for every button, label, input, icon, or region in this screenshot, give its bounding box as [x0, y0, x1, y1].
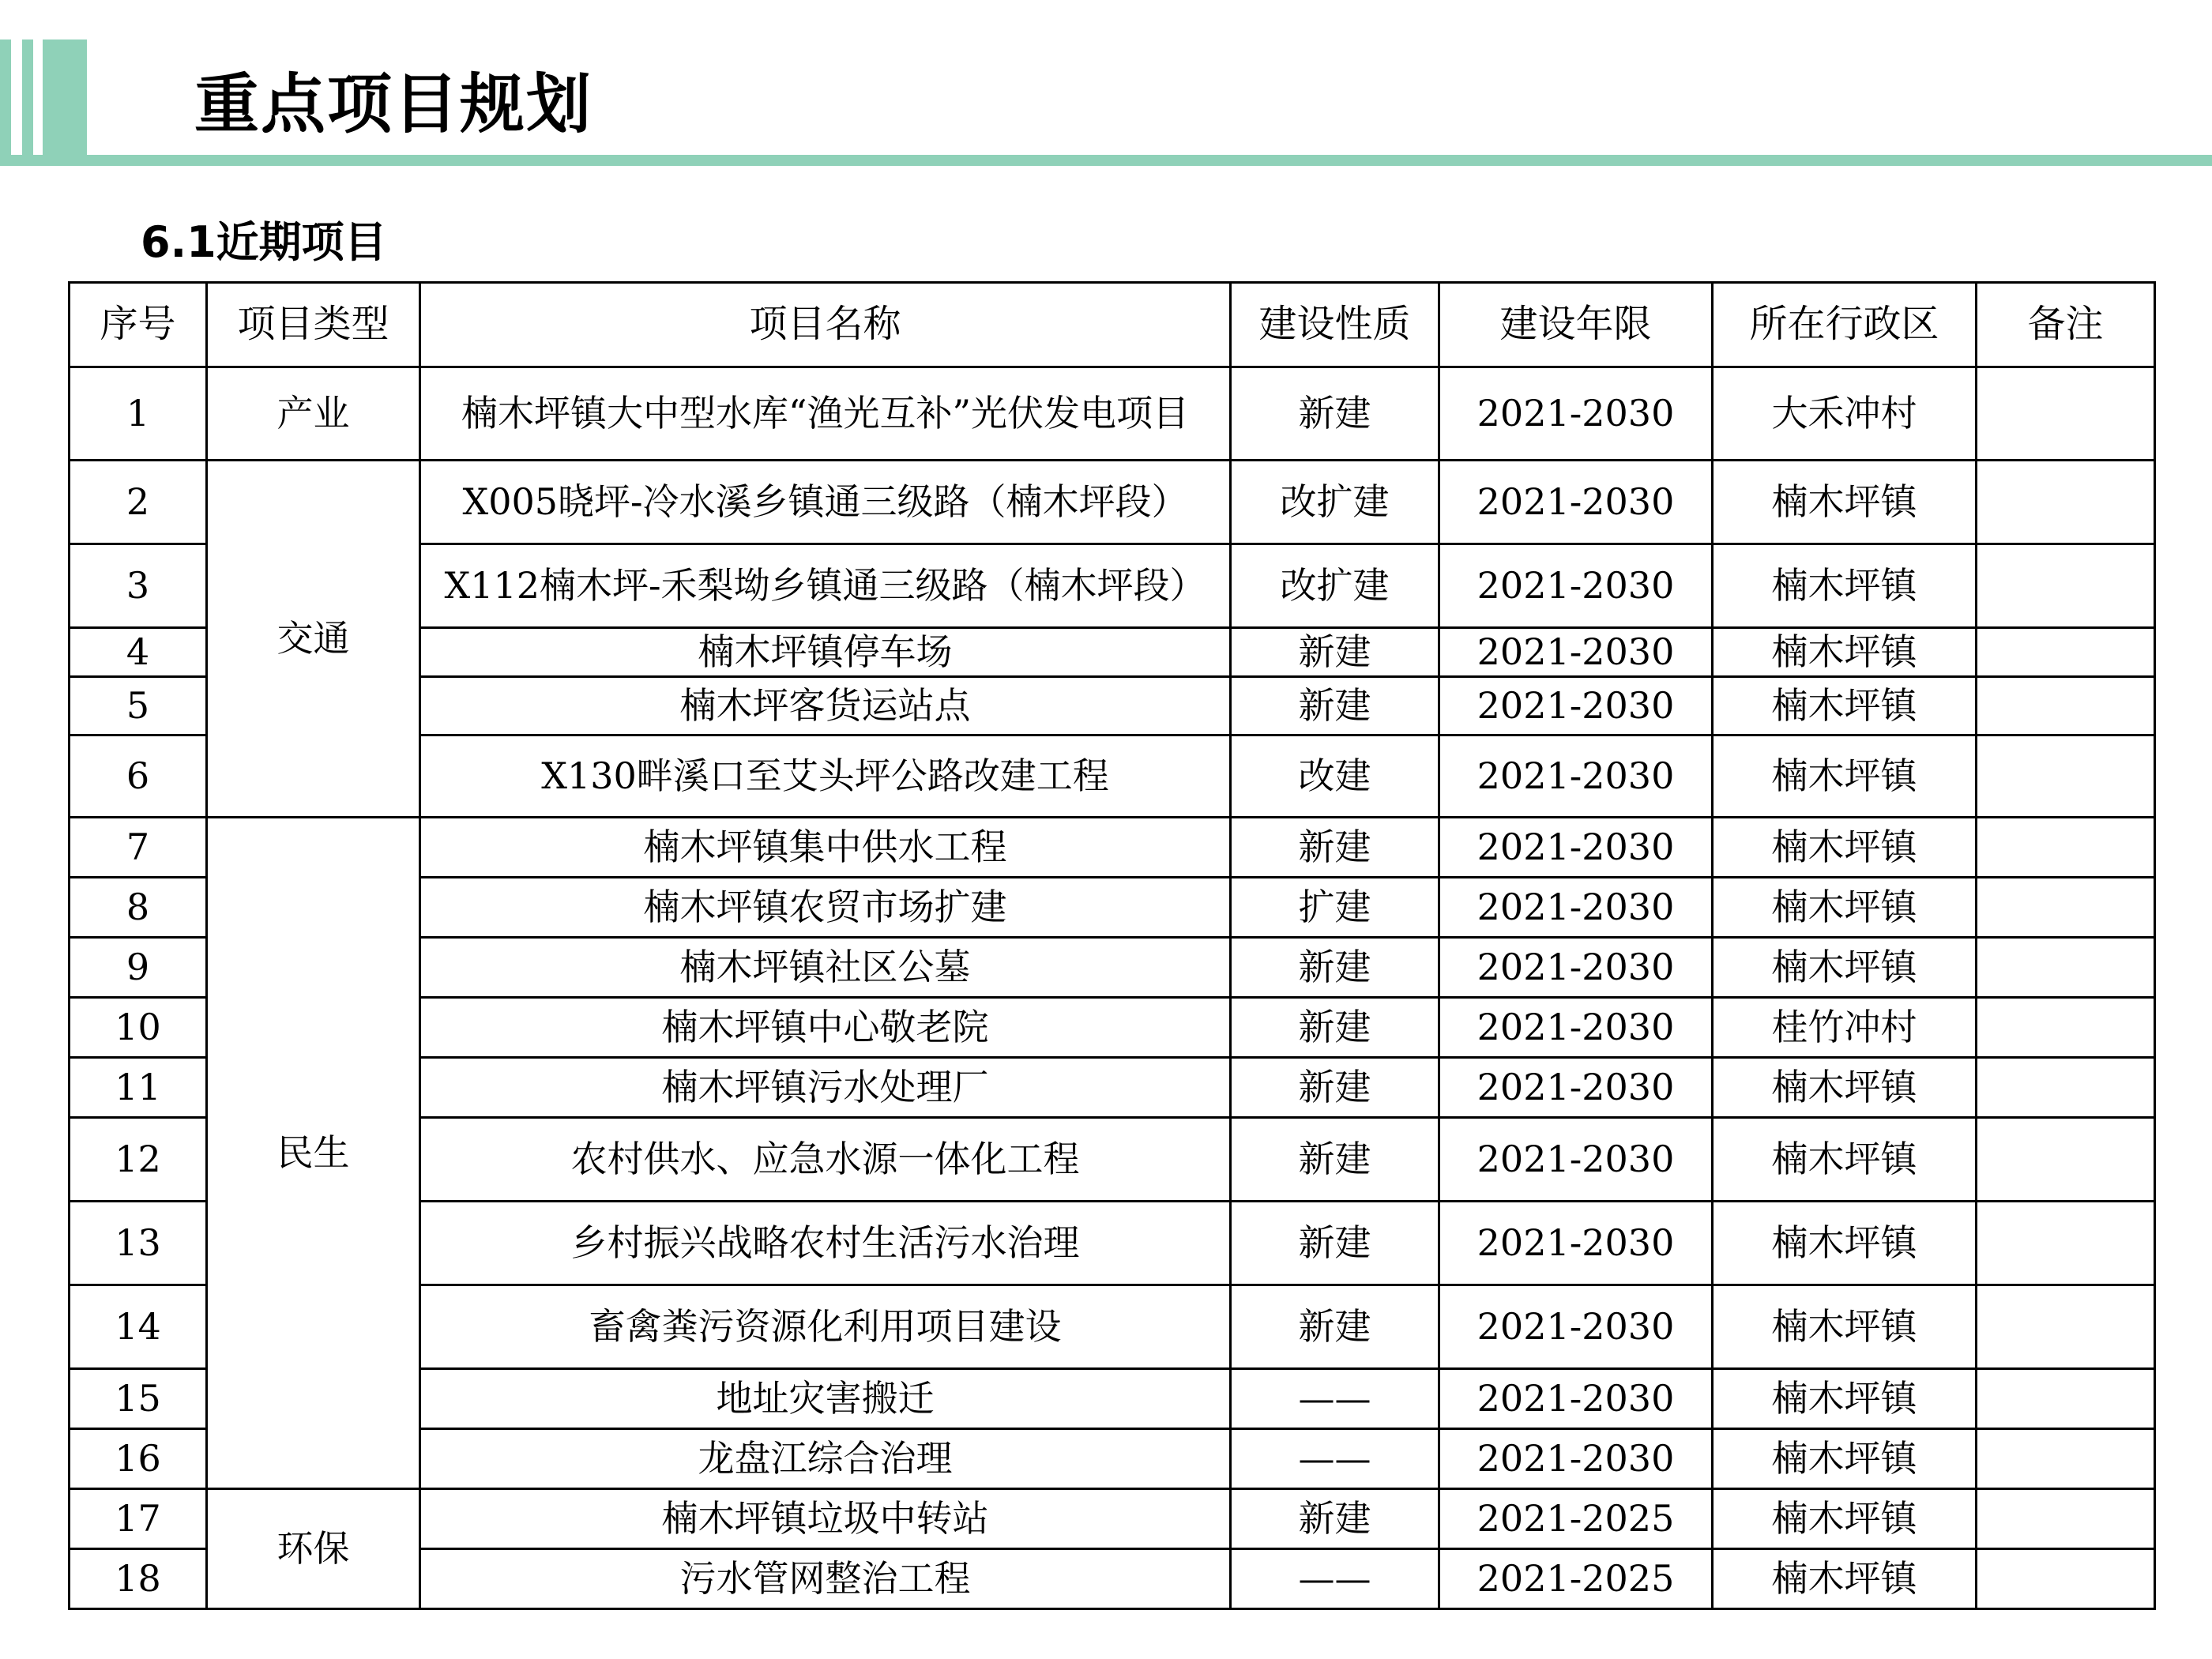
note-cell	[1977, 878, 2155, 938]
project-name-cell: 农村供水、应急水源一体化工程	[420, 1118, 1231, 1202]
project-name-cell: X130畔溪口至艾头坪公路改建工程	[420, 735, 1231, 818]
column-header: 项目类型	[207, 283, 420, 367]
table-row	[70, 1489, 2155, 1549]
header-divider-line	[0, 155, 2212, 166]
project-type-cell: 民生	[207, 818, 420, 1489]
row-number-cell: 16	[70, 1429, 207, 1489]
note-cell	[1977, 998, 2155, 1058]
project-name-cell: 楠木坪镇垃圾中转站	[420, 1489, 1231, 1549]
nature-cell: 新建	[1231, 677, 1439, 735]
district-cell: 大禾冲村	[1713, 367, 1977, 461]
project-name-cell: 污水管网整治工程	[420, 1549, 1231, 1609]
header-accent-bar	[43, 40, 87, 157]
project-name-cell: 地址灾害搬迁	[420, 1369, 1231, 1429]
row-number-cell: 2	[70, 461, 207, 544]
note-cell	[1977, 1429, 2155, 1489]
project-name-cell: 楠木坪镇停车场	[420, 628, 1231, 677]
header-accent-bar	[0, 40, 11, 157]
district-cell: 楠木坪镇	[1713, 1285, 1977, 1369]
project-name-cell: 楠木坪镇污水处理厂	[420, 1058, 1231, 1118]
note-cell	[1977, 1285, 2155, 1369]
row-number-cell: 9	[70, 938, 207, 998]
period-cell: 2021-2030	[1439, 1118, 1713, 1202]
project-name-cell: 楠木坪镇中心敬老院	[420, 998, 1231, 1058]
row-number-cell: 5	[70, 677, 207, 735]
note-cell	[1977, 461, 2155, 544]
period-cell: 2021-2030	[1439, 818, 1713, 878]
period-cell: 2021-2030	[1439, 878, 1713, 938]
project-type-cell: 产业	[207, 367, 420, 461]
period-cell: 2021-2030	[1439, 367, 1713, 461]
project-name-cell: 畜禽粪污资源化利用项目建设	[420, 1285, 1231, 1369]
row-number-cell: 3	[70, 544, 207, 628]
nature-cell: 新建	[1231, 1118, 1439, 1202]
note-cell	[1977, 1118, 2155, 1202]
header-accent-bar	[22, 40, 33, 157]
project-name-cell: 乡村振兴战略农村生活污水治理	[420, 1202, 1231, 1285]
note-cell	[1977, 544, 2155, 628]
district-cell: 楠木坪镇	[1713, 1369, 1977, 1429]
nature-cell: 改建	[1231, 735, 1439, 818]
note-cell	[1977, 1202, 2155, 1285]
nature-cell: 扩建	[1231, 878, 1439, 938]
note-cell	[1977, 818, 2155, 878]
table-row	[70, 818, 2155, 878]
period-cell: 2021-2030	[1439, 1202, 1713, 1285]
district-cell: 楠木坪镇	[1713, 878, 1977, 938]
nature-cell: 改扩建	[1231, 461, 1439, 544]
period-cell: 2021-2030	[1439, 735, 1713, 818]
district-cell: 楠木坪镇	[1713, 735, 1977, 818]
district-cell: 楠木坪镇	[1713, 1489, 1977, 1549]
row-number-cell: 15	[70, 1369, 207, 1429]
table-row	[70, 367, 2155, 461]
nature-cell: 新建	[1231, 1202, 1439, 1285]
row-number-cell: 1	[70, 367, 207, 461]
note-cell	[1977, 938, 2155, 998]
nature-cell: ——	[1231, 1549, 1439, 1609]
project-name-cell: 楠木坪客货运站点	[420, 677, 1231, 735]
period-cell: 2021-2030	[1439, 1429, 1713, 1489]
row-number-cell: 14	[70, 1285, 207, 1369]
note-cell	[1977, 367, 2155, 461]
projects-table	[68, 281, 2156, 1610]
district-cell: 楠木坪镇	[1713, 1058, 1977, 1118]
nature-cell: 新建	[1231, 818, 1439, 878]
row-number-cell: 11	[70, 1058, 207, 1118]
note-cell	[1977, 1058, 2155, 1118]
project-name-cell: 楠木坪镇大中型水库“渔光互补”光伏发电项目	[420, 367, 1231, 461]
table-header-row	[70, 283, 2155, 367]
project-name-cell: 楠木坪镇社区公墓	[420, 938, 1231, 998]
period-cell: 2021-2030	[1439, 544, 1713, 628]
district-cell: 楠木坪镇	[1713, 461, 1977, 544]
nature-cell: ——	[1231, 1369, 1439, 1429]
row-number-cell: 7	[70, 818, 207, 878]
nature-cell: 新建	[1231, 938, 1439, 998]
row-number-cell: 18	[70, 1549, 207, 1609]
project-name-cell: 龙盘江综合治理	[420, 1429, 1231, 1489]
project-name-cell: X112楠木坪-禾梨坳乡镇通三级路（楠木坪段）	[420, 544, 1231, 628]
period-cell: 2021-2030	[1439, 1285, 1713, 1369]
district-cell: 楠木坪镇	[1713, 1202, 1977, 1285]
period-cell: 2021-2030	[1439, 938, 1713, 998]
column-header: 建设性质	[1231, 283, 1439, 367]
row-number-cell: 12	[70, 1118, 207, 1202]
district-cell: 楠木坪镇	[1713, 628, 1977, 677]
section-title: 6.1近期项目	[141, 217, 387, 267]
column-header: 所在行政区	[1713, 283, 1977, 367]
column-header: 项目名称	[420, 283, 1231, 367]
row-number-cell: 17	[70, 1489, 207, 1549]
table-body	[70, 367, 2155, 1609]
project-name-cell: 楠木坪镇集中供水工程	[420, 818, 1231, 878]
period-cell: 2021-2030	[1439, 461, 1713, 544]
row-number-cell: 10	[70, 998, 207, 1058]
period-cell: 2021-2025	[1439, 1549, 1713, 1609]
project-name-cell: 楠木坪镇农贸市场扩建	[420, 878, 1231, 938]
district-cell: 楠木坪镇	[1713, 544, 1977, 628]
note-cell	[1977, 1549, 2155, 1609]
note-cell	[1977, 628, 2155, 677]
project-type-cell: 环保	[207, 1489, 420, 1609]
note-cell	[1977, 677, 2155, 735]
period-cell: 2021-2025	[1439, 1489, 1713, 1549]
note-cell	[1977, 1369, 2155, 1429]
note-cell	[1977, 1489, 2155, 1549]
district-cell: 楠木坪镇	[1713, 677, 1977, 735]
nature-cell: 新建	[1231, 628, 1439, 677]
row-number-cell: 13	[70, 1202, 207, 1285]
column-header: 建设年限	[1439, 283, 1713, 367]
nature-cell: 新建	[1231, 1489, 1439, 1549]
row-number-cell: 4	[70, 628, 207, 677]
nature-cell: 新建	[1231, 998, 1439, 1058]
district-cell: 楠木坪镇	[1713, 938, 1977, 998]
district-cell: 桂竹冲村	[1713, 998, 1977, 1058]
period-cell: 2021-2030	[1439, 998, 1713, 1058]
period-cell: 2021-2030	[1439, 628, 1713, 677]
row-number-cell: 6	[70, 735, 207, 818]
period-cell: 2021-2030	[1439, 1369, 1713, 1429]
nature-cell: 新建	[1231, 367, 1439, 461]
nature-cell: 改扩建	[1231, 544, 1439, 628]
row-number-cell: 8	[70, 878, 207, 938]
nature-cell: ——	[1231, 1429, 1439, 1489]
page-title: 重点项目规划	[194, 67, 593, 142]
nature-cell: 新建	[1231, 1058, 1439, 1118]
district-cell: 楠木坪镇	[1713, 818, 1977, 878]
period-cell: 2021-2030	[1439, 1058, 1713, 1118]
district-cell: 楠木坪镇	[1713, 1429, 1977, 1489]
column-header: 序号	[70, 283, 207, 367]
project-name-cell: X005晓坪-冷水溪乡镇通三级路（楠木坪段）	[420, 461, 1231, 544]
period-cell: 2021-2030	[1439, 677, 1713, 735]
note-cell	[1977, 735, 2155, 818]
column-header: 备注	[1977, 283, 2155, 367]
nature-cell: 新建	[1231, 1285, 1439, 1369]
district-cell: 楠木坪镇	[1713, 1549, 1977, 1609]
district-cell: 楠木坪镇	[1713, 1118, 1977, 1202]
project-type-cell: 交通	[207, 461, 420, 818]
table-row	[70, 461, 2155, 544]
